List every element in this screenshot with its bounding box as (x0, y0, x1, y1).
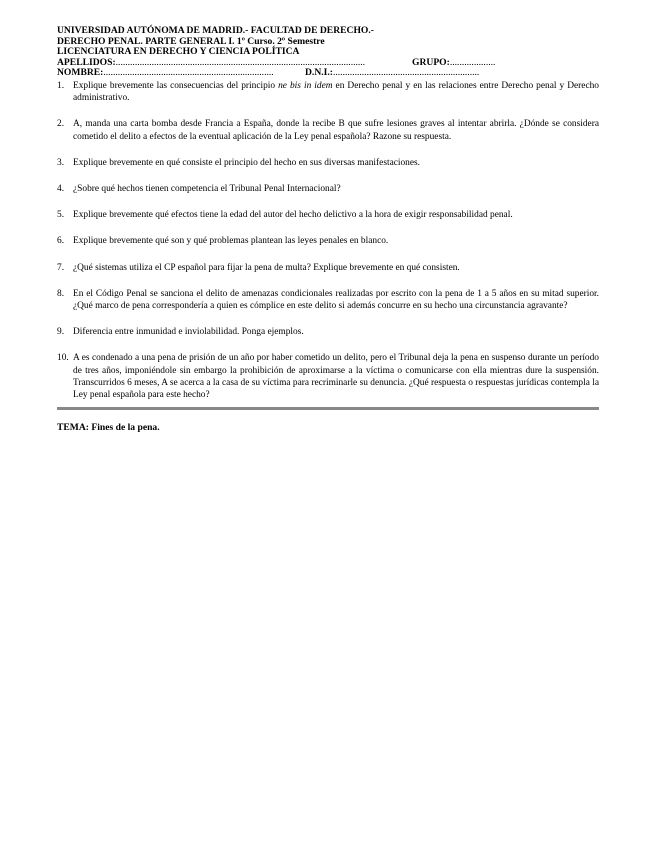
question-text: Diferencia entre inmunidad e inviolabilidad. Ponga ejemplos. (73, 327, 304, 338)
question-text: Explique brevemente en qué consiste el principio del hecho en sus diversas manifestaciones. (73, 157, 421, 168)
header-university: UNIVERSIDAD AUTÓNOMA DE MADRID.- FACULTAD DE DERECHO.- (57, 25, 374, 36)
question-text: Explique brevemente qué son y qué problemas plantean las leyes penales en blanco. (73, 236, 389, 247)
question-number: 5. (57, 210, 65, 221)
apellidos-field[interactable]: ........................................................................................................ (115, 56, 366, 68)
question-number: 3. (57, 157, 65, 168)
tema-value: Fines de la pena. (91, 422, 160, 434)
question-item (57, 288, 599, 312)
header-course: DERECHO PENAL. PARTE GENERAL I. 1º Curso. 2º Semestre (57, 35, 325, 47)
question-text: ¿Qué sistemas utiliza el CP español para fijar la pena de multa? Explique brevemente en qué consisten. (73, 262, 460, 273)
question-item (57, 326, 599, 338)
nombre-label: NOMBRE: (57, 67, 104, 79)
question-text: Explique brevemente qué efectos tiene la edad del autor del hecho delictivo a la hora de exigir responsabilidad penal. (73, 210, 513, 221)
question-item (57, 235, 599, 247)
question-item (57, 80, 599, 104)
question-item (57, 157, 599, 169)
question-item (57, 352, 599, 401)
question-text: A es condenado a una pena de prisión de un año por haber cometido un delito, pero el Tribunal deja la pena en suspenso durante un período de tres años, imponiéndole sin embargo la prohibición de aproximarse a la víctima o comunicarse con ella mientras dure la suspensión. Transcurridos 6 meses, A se acerca a la casa de su víctima para recriminarle su denuncia. ¿Qué respuesta o respuestas jurídicas contempla la Ley penal española para este hecho? (73, 353, 599, 401)
exam-page (57, 26, 599, 433)
question-number: 9. (57, 327, 65, 338)
questions-list (57, 80, 599, 401)
question-number: 10. (57, 353, 69, 364)
question-text: Explique brevemente las consecuencias del principio (73, 80, 279, 91)
tema-line (57, 422, 599, 433)
question-number: 7. (57, 262, 65, 273)
nombre-row (57, 68, 599, 79)
section-divider (57, 407, 599, 410)
question-number: 8. (57, 288, 65, 299)
question-item (57, 209, 599, 221)
question-number: 4. (57, 183, 65, 194)
question-text: ¿Sobre qué hechos tienen competencia el Tribunal Penal Internacional? (73, 183, 341, 194)
nombre-field[interactable]: ....................................................................... (103, 67, 274, 79)
question-text-cont: en Derecho penal y en las relaciones entre Derecho penal y Derecho administrativo. (73, 80, 599, 104)
grupo-field[interactable]: ................... (449, 56, 496, 68)
question-item (57, 118, 599, 142)
question-number: 6. (57, 236, 65, 247)
grupo-label: GRUPO: (412, 56, 450, 68)
question-emphasis: ne bis in idem (278, 80, 333, 91)
dni-field[interactable]: ............................................................. (332, 67, 480, 79)
question-number: 2. (57, 119, 65, 130)
question-text: En el Código Penal se sanciona el delito de amenazas condicionales realizadas por escrito con la pena de 1 a 5 años en su mitad superior. ¿Qué marco de pena correspondería a quien es cómplice en este delito si además concurre en su hecho una circunstancia agravante? (73, 288, 599, 311)
question-item (57, 262, 599, 274)
dni-group (305, 68, 479, 79)
question-item (57, 183, 599, 195)
tema-label: TEMA: (57, 422, 89, 434)
dni-label: D.N.I.: (305, 67, 333, 79)
apellidos-label: APELLIDOS: (57, 56, 116, 68)
header-degree: LICENCIATURA EN DERECHO Y CIENCIA POLÍTICA (57, 46, 300, 58)
question-text: A, manda una carta bomba desde Francia a España, donde la recibe B que sufre lesiones graves al intentar abrirla. ¿Dónde se considera cometido el delito a efectos de la eventual aplicación de la Ley penal española? Razone su respuesta. (73, 119, 599, 142)
question-number: 1. (57, 80, 65, 91)
